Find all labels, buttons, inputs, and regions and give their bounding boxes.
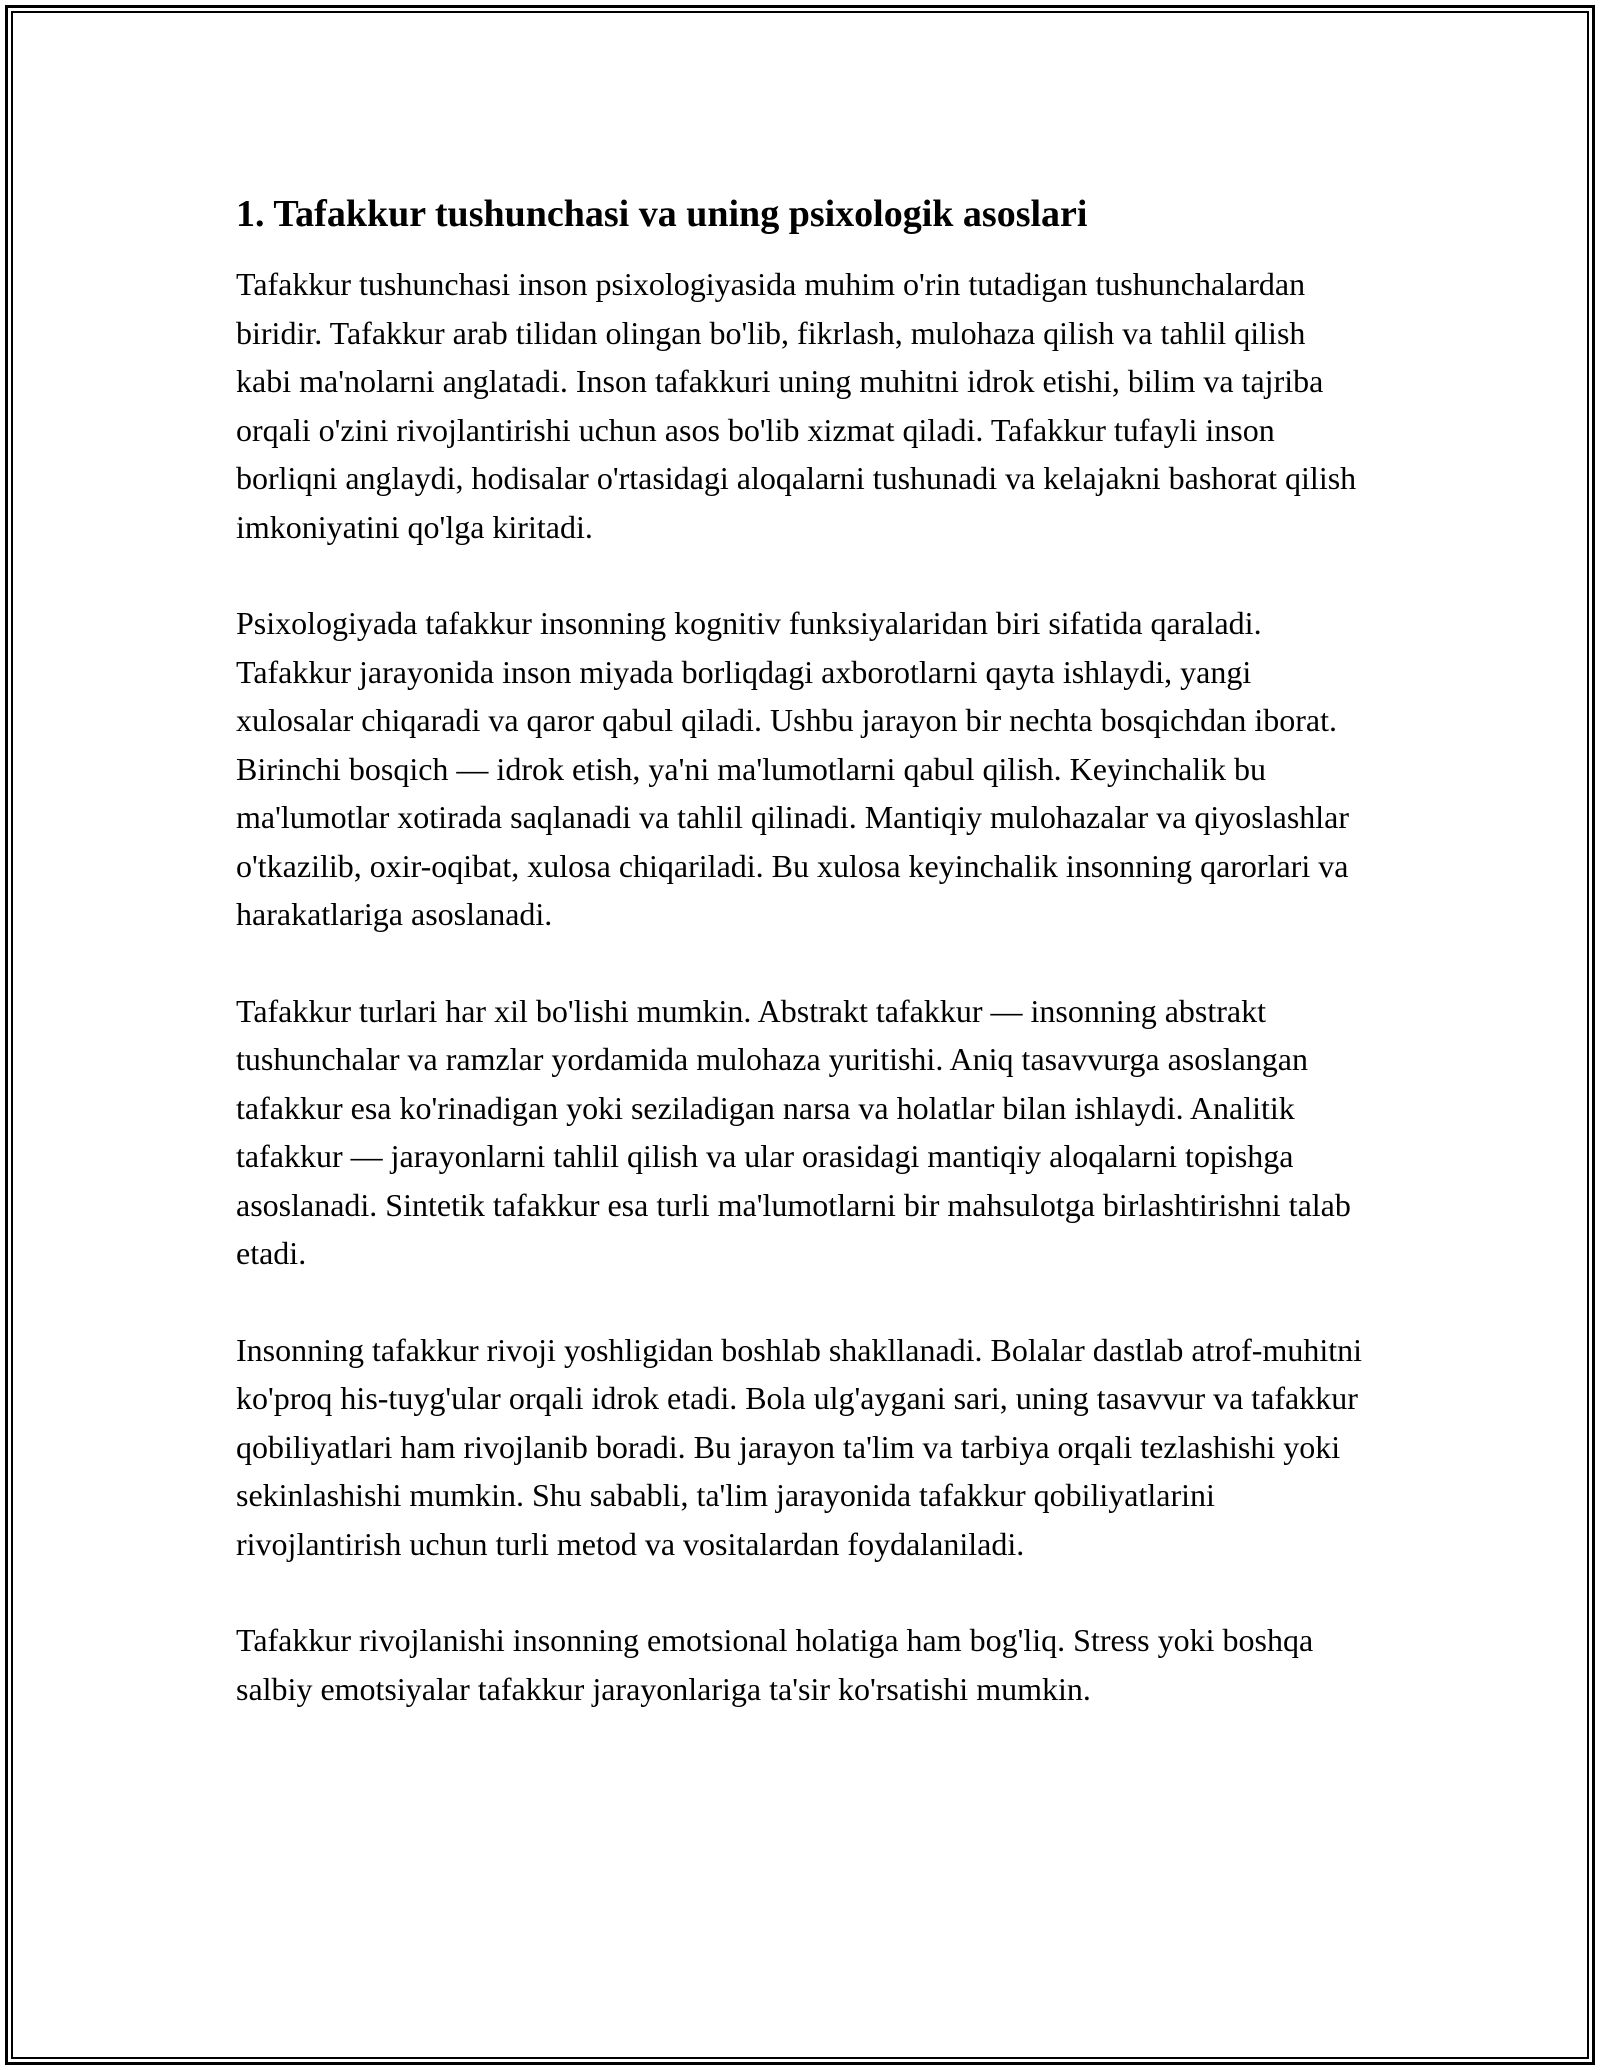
paragraph-3: Tafakkur turlari har xil bo'lishi mumkin. Abstrakt tafakkur — insonning abstrakt tushunchalar va ramzlar yordamida mulohaza yuritishi. Aniq tasavvurga asoslangan tafakkur esa ko'rinadigan yoki seziladigan narsa va holatlar bilan ishlaydi. Analitik tafakkur — jarayonlarni tahlil qilish va ular orasidagi mantiqiy aloqalarni topishga asoslanadi. Sintetik tafakkur esa turli ma'lumotlarni bir mahsulotga birlashtirishni talab etadi. [236, 992, 1351, 1271]
section-heading: 1. Tafakkur tushunchasi va uning psixologik asoslari [236, 193, 1088, 235]
paragraph-1: Tafakkur tushunchasi inson psixologiyasida muhim o'rin tutadigan tushunchalardan biridir. Tafakkur arab tilidan olingan bo'lib, fikrlash, mulohaza qilish va tahlil qilish kabi ma'nolarni anglatadi. Inson tafakkuri uning muhitni idrok etishi, bilim va tajriba orqali o'zini rivojlantirishi uchun asos bo'lib xizmat qiladi. Tafakkur tufayli inson borliqni anglaydi, hodisalar o'rtasidagi aloqalarni tushunadi va kelajakni bashorat qilish imkoniyatini qo'lga kiritadi. [236, 266, 1357, 545]
paragraph-5: Tafakkur rivojlanishi insonning emotsional holatiga ham bog'liq. Stress yoki boshqa salbiy emotsiyalar tafakkur jarayonlariga ta'sir ko'rsatishi mumkin. [236, 1622, 1314, 1707]
paragraph-2: Psixologiyada tafakkur insonning kognitiv funksiyalaridan biri sifatida qaraladi. Tafakkur jarayonida inson miyada borliqdagi axborotlarni qayta ishlaydi, yangi xulosalar chiqaradi va qaror qabul qiladi. Ushbu jarayon bir nechta bosqichdan iborat. Birinchi bosqich — idrok etish, ya'ni ma'lumotlarni qabul qilish. Keyinchalik bu ma'lumotlar xotirada saqlanadi va tahlil qilinadi. Mantiqiy mulohazalar va qiyoslashlar o'tkazilib, oxir-oqibat, xulosa chiqariladi. Bu xulosa keyinchalik insonning qarorlari va harakatlariga asoslanadi. [236, 605, 1350, 932]
document-body [236, 188, 1366, 1761]
paragraph-4: Insonning tafakkur rivoji yoshligidan boshlab shakllanadi. Bolalar dastlab atrof-muhitni ko'proq his-tuyg'ular orqali idrok etadi. Bola ulg'aygani sari, uning tasavvur va tafakkur qobiliyatlari ham rivojlanib boradi. Bu jarayon ta'lim va tarbiya orqali tezlashishi yoki sekinlashishi mumkin. Shu sababli, ta'lim jarayonida tafakkur qobiliyatlarini rivojlantirish uchun turli metod va vositalardan foydalaniladi. [236, 1331, 1362, 1562]
